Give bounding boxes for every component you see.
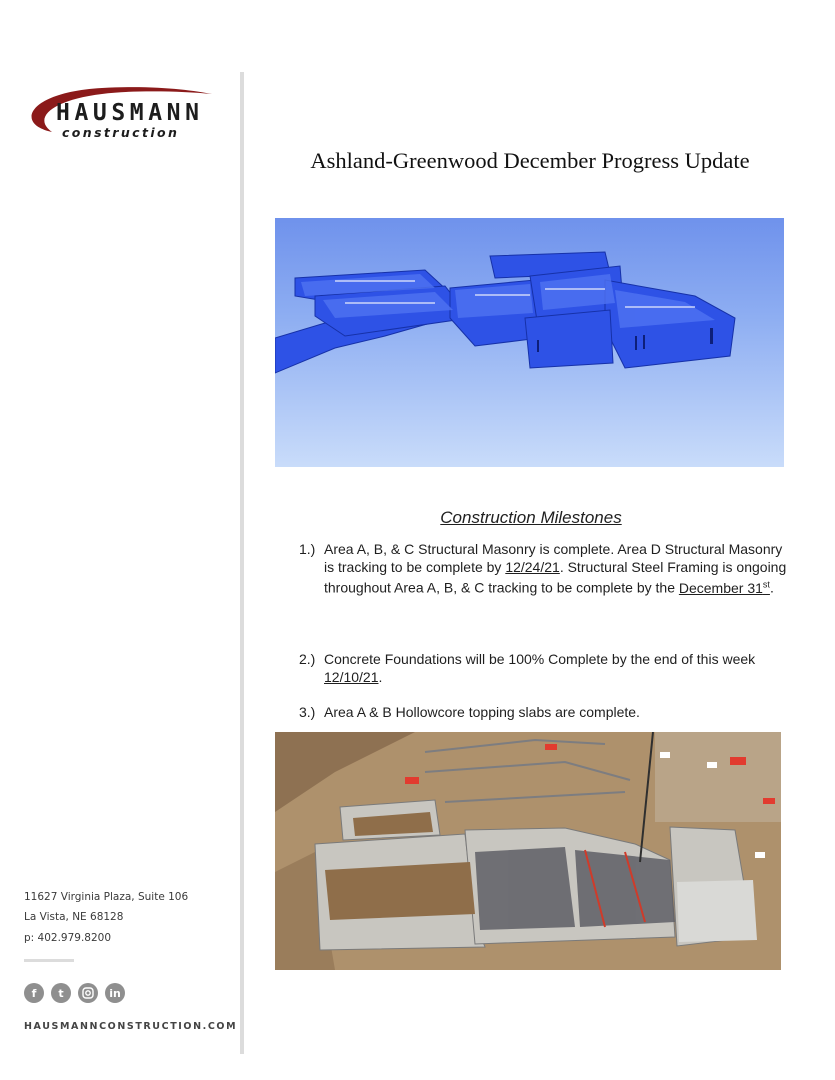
section-heading-construction-milestones: Construction Milestones [440, 508, 622, 527]
address-line-1: 11627 Virginia Plaza, Suite 106 [24, 891, 189, 903]
milestone-number: 2.) [299, 651, 316, 667]
website-link[interactable]: HAUSMANNCONSTRUCTION.COM [24, 1021, 238, 1032]
linkedin-icon[interactable]: in [105, 983, 125, 1003]
building-model-render [275, 218, 784, 467]
vertical-divider [240, 72, 244, 1054]
logo-subtitle: construction [62, 125, 180, 140]
milestone-item-2 [299, 651, 789, 686]
milestone-number: 1.) [299, 541, 316, 557]
logo-wordmark: HAUSMANN [56, 100, 204, 126]
milestone-text: Area A, B, & C Structural Masonry is complete. Area D Structural Masonry is tracking to be complete by 12/24/21. Structural Steel Framing is ongoing throughout Area A, B, & C tracking to be complete by the December 31st. [324, 541, 787, 596]
page-title: Ashland-Greenwood December Progress Update [310, 148, 750, 173]
milestone-date: 12/24/21 [505, 558, 560, 575]
social-links [24, 983, 125, 1003]
aerial-construction-photo [275, 732, 781, 970]
facebook-icon[interactable]: f [24, 983, 44, 1003]
milestone-date: December 31st [678, 579, 770, 596]
phone-number: p: 402.979.8200 [24, 932, 112, 944]
address-line-2: La Vista, NE 68128 [24, 911, 124, 923]
hausmann-logo[interactable] [22, 82, 222, 144]
milestone-item-3 [299, 704, 789, 722]
twitter-icon[interactable]: t [51, 983, 71, 1003]
milestone-item-1 [299, 541, 789, 597]
milestone-text: Area A & B Hollowcore topping slabs are complete. [324, 704, 640, 720]
instagram-icon[interactable] [78, 983, 98, 1003]
footer-rule [24, 959, 74, 962]
milestone-date: 12/10/21 [324, 668, 379, 685]
milestone-number: 3.) [299, 704, 316, 720]
milestone-text: Concrete Foundations will be 100% Complete by the end of this week 12/10/21. [324, 651, 756, 685]
